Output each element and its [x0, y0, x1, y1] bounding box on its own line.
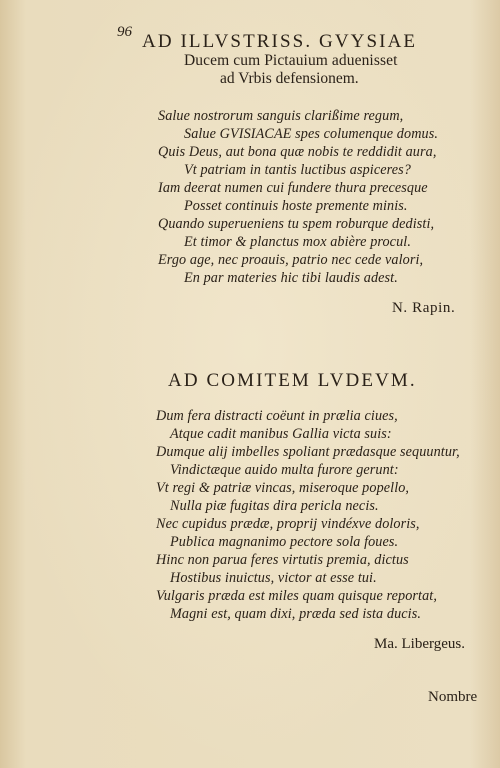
verse-line: Ergo age, nec proauis, patrio nec cede valori,	[158, 252, 424, 268]
verse-line: Posset continuis hoste premente minis.	[184, 198, 408, 214]
verse-line: Salue nostrorum sanguis clarißime regum,	[158, 108, 404, 124]
poem1-title: AD ILLVSTRISS. GVYSIAE	[142, 31, 418, 52]
poem1-signature: N. Rapin.	[392, 300, 456, 316]
verse-line: Vt patriam in tantis luctibus aspiceres?	[184, 162, 411, 178]
verse-line: Dumque alij imbelles spoliant prædasque sequuntur,	[156, 444, 460, 460]
verse-line: Atque cadit manibus Gallia victa suis:	[170, 426, 392, 442]
verse-line: Magni est, quam dixi, præda sed ista ducis.	[170, 606, 421, 622]
verse-line: Dum fera distracti coëunt in prælia ciues,	[156, 408, 398, 424]
verse-line: Quando superueniens tu spem roburque dedisti,	[158, 216, 435, 232]
verse-line: En par materies hic tibi laudis adest.	[184, 270, 398, 286]
verse-line: Nulla piæ fugitas dira pericla necis.	[170, 498, 379, 514]
verse-line: Hinc non parua feres virtutis premia, dictus	[156, 552, 409, 568]
verse-line: Vulgaris præda est miles quam quisque reportat,	[156, 588, 437, 604]
verse-line: Vindictæque auido multa furore gerunt:	[170, 462, 399, 478]
poem2-signature: Ma. Libergeus.	[374, 636, 465, 652]
verse-line: Iam deerat numen cui fundere thura precesque	[158, 180, 428, 196]
verse-line: Publica magnanimo pectore sola foues.	[170, 534, 399, 550]
verse-line: Vt regi & patriæ vincas, miseroque popello,	[156, 480, 410, 496]
verse-line: Nec cupidus prædæ, proprij vindéxve doloris,	[156, 516, 420, 532]
verse-line: Et timor & planctus mox abière procul.	[184, 234, 411, 250]
page-number: 96	[117, 24, 132, 40]
poem1-subtitle-line1: Ducem cum Pictauium aduenisset	[184, 52, 398, 69]
poem2-title: AD COMITEM LVDEVM.	[168, 370, 417, 391]
poem1-subtitle-line2: ad Vrbis defensionem.	[220, 70, 359, 87]
verse-line: Quis Deus, aut bona quæ nobis te reddidit aura,	[158, 144, 437, 160]
verse-line: Salue GVISIACAE spes columenque domus.	[184, 126, 438, 142]
catchword: Nombre	[428, 689, 478, 705]
verse-line: Hostibus inuictus, victor at esse tui.	[170, 570, 377, 586]
